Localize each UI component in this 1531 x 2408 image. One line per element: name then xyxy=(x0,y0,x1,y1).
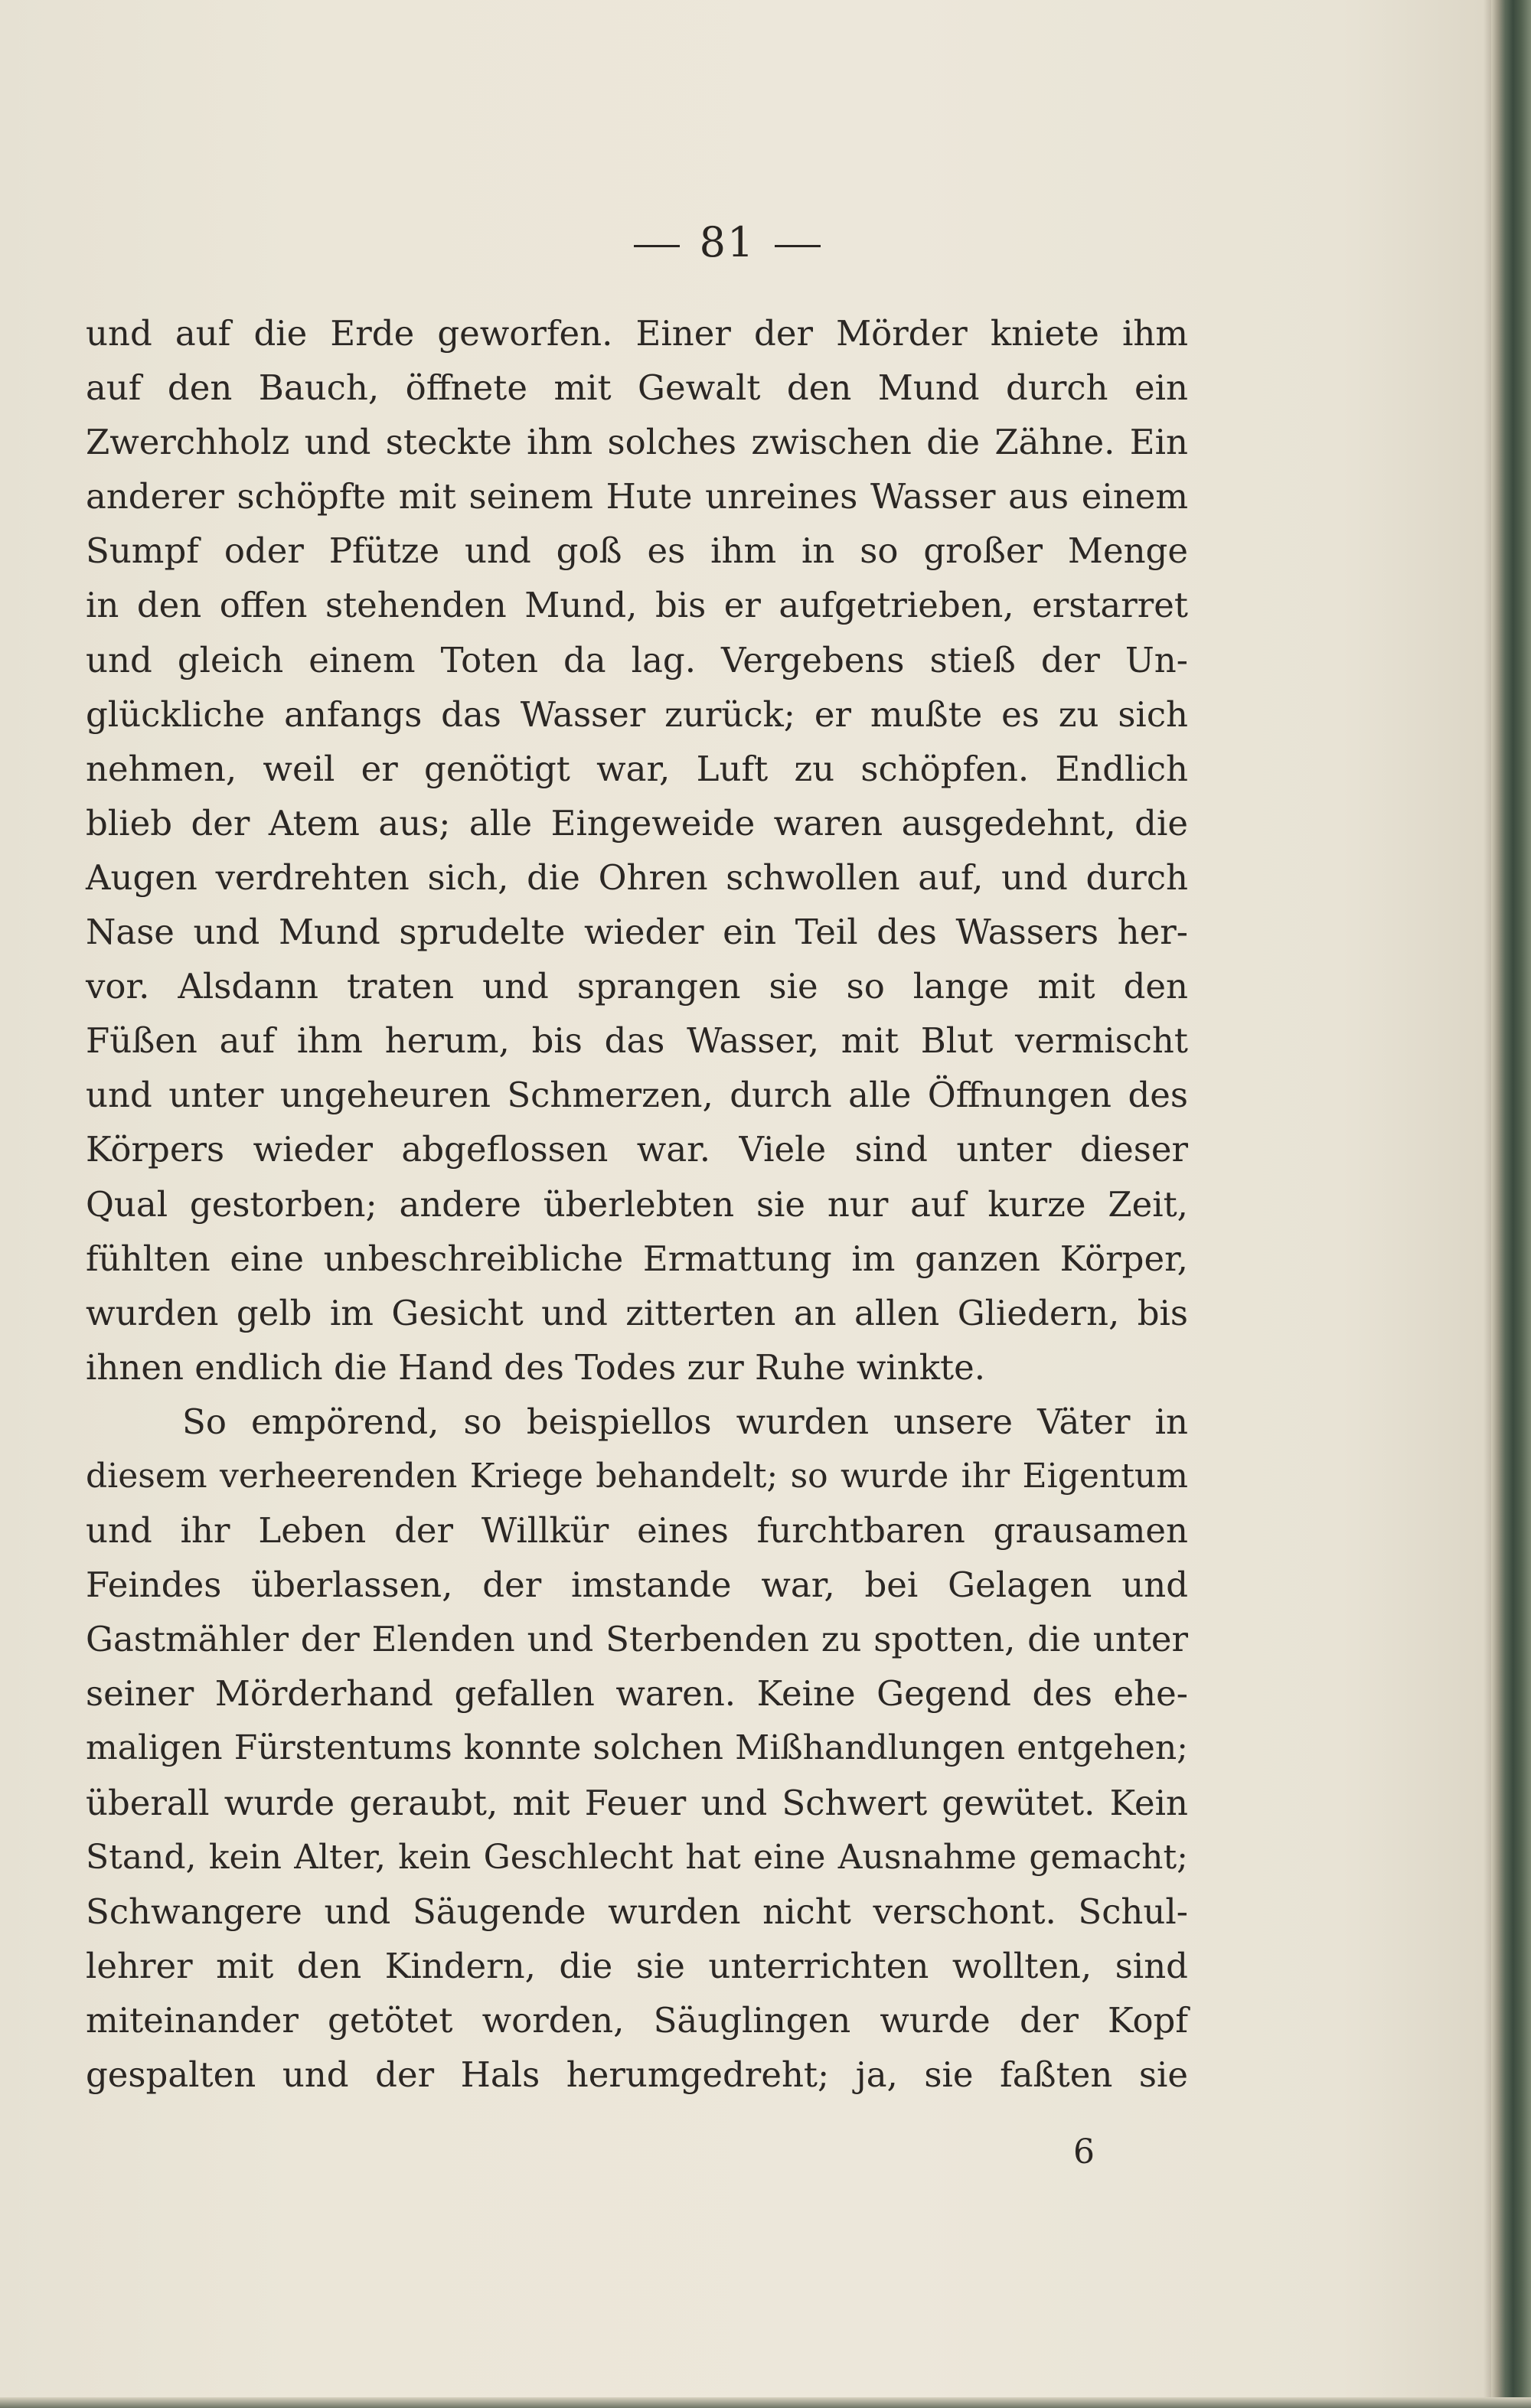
text-line: auf den Bauch, öffnete mit Gewalt den Mund durch ein xyxy=(86,367,1188,409)
page-bottom-edge xyxy=(0,2397,1531,2408)
signature-mark: 6 xyxy=(1073,2132,1095,2171)
text-line: lehrer mit den Kindern, die sie unterrichten wollten, sind xyxy=(86,1945,1188,1986)
text-line: nehmen, weil er genötigt war, Luft zu schöpfen. Endlich xyxy=(86,748,1188,789)
text-line: seiner Mörderhand gefallen waren. Keine Gegend des ehe- xyxy=(86,1673,1188,1715)
text-line: Sumpf oder Pfütze und goß es ihm in so großer Menge xyxy=(86,530,1188,572)
text-line: Schwangere und Säugende wurden nicht verschont. Schul- xyxy=(86,1891,1188,1932)
text-line: Stand, kein Alter, kein Geschlecht hat eine Ausnahme gemacht; xyxy=(86,1837,1188,1877)
text-line: Feindes überlassen, der imstande war, bei Gelagen und xyxy=(86,1565,1188,1606)
book-spine xyxy=(1491,0,1531,2408)
text-line: maligen Fürstentums konnte solchen Mißhandlungen entgehen; xyxy=(86,1728,1188,1768)
text-line: Nase und Mund sprudelte wieder ein Teil des Wassers her- xyxy=(86,912,1188,953)
text-line: und unter ungeheuren Schmerzen, durch alle Öffnungen des xyxy=(86,1075,1188,1116)
text-line: Qual gestorben; andere überlebten sie nur auf kurze Zeit, xyxy=(86,1183,1188,1225)
header-dash-right xyxy=(775,245,821,247)
text-line: blieb der Atem aus; alle Eingeweide waren ausgedehnt, die xyxy=(86,802,1188,843)
text-line: Körpers wieder abgeflossen war. Viele sind unter dieser xyxy=(86,1129,1188,1170)
text-line: überall wurde geraubt, mit Feuer und Schwert gewütet. Kein xyxy=(86,1782,1188,1823)
text-line: anderer schöpfte mit seinem Hute unreines Wasser aus einem xyxy=(86,476,1188,517)
text-line: ihnen endlich die Hand des Todes zur Ruhe winkte. xyxy=(86,1346,986,1388)
text-line: und gleich einem Toten da lag. Vergebens stieß der Un- xyxy=(86,639,1188,680)
page-header xyxy=(0,218,1454,266)
text-line: Füßen auf ihm herum, bis das Wasser, mit Blut vermischt xyxy=(86,1020,1188,1062)
text-line: gespalten und der Hals herumgedreht; ja, sie faßten sie xyxy=(86,2054,1188,2095)
text-line: Augen verdrehten sich, die Ohren schwollen auf, und durch xyxy=(86,857,1188,898)
text-line: vor. Alsdann traten und sprangen sie so lange mit den xyxy=(86,966,1188,1007)
text-line: miteinander getötet worden, Säuglingen wurde der Kopf xyxy=(86,1999,1188,2041)
text-line: in den offen stehenden Mund, bis er aufgetrieben, erstarret xyxy=(86,585,1188,626)
text-line: Gastmähler der Elenden und Sterbenden zu spotten, die unter xyxy=(86,1619,1188,1660)
text-line: diesem verheerenden Kriege behandelt; so wurde ihr Eigentum xyxy=(86,1456,1188,1496)
page-number: 81 xyxy=(699,218,756,266)
text-line: und ihr Leben der Willkür eines furchtbaren grausamen xyxy=(86,1510,1188,1551)
text-line: Zwerchholz und steckte ihm solches zwischen die Zähne. Ein xyxy=(86,422,1188,463)
header-dash-left xyxy=(634,245,680,247)
text-line: glückliche anfangs das Wasser zurück; er mußte es zu sich xyxy=(86,693,1188,735)
text-line: fühlten eine unbeschreibliche Ermattung im ganzen Körper, xyxy=(86,1238,1188,1279)
text-line: wurden gelb im Gesicht und zitterten an allen Gliedern, bis xyxy=(86,1292,1188,1333)
body-text xyxy=(86,306,1188,2102)
text-line: So empörend, so beispiellos wurden unsere Väter in xyxy=(182,1401,1188,1442)
text-line: und auf die Erde geworfen. Einer der Mörder kniete ihm xyxy=(86,313,1188,354)
